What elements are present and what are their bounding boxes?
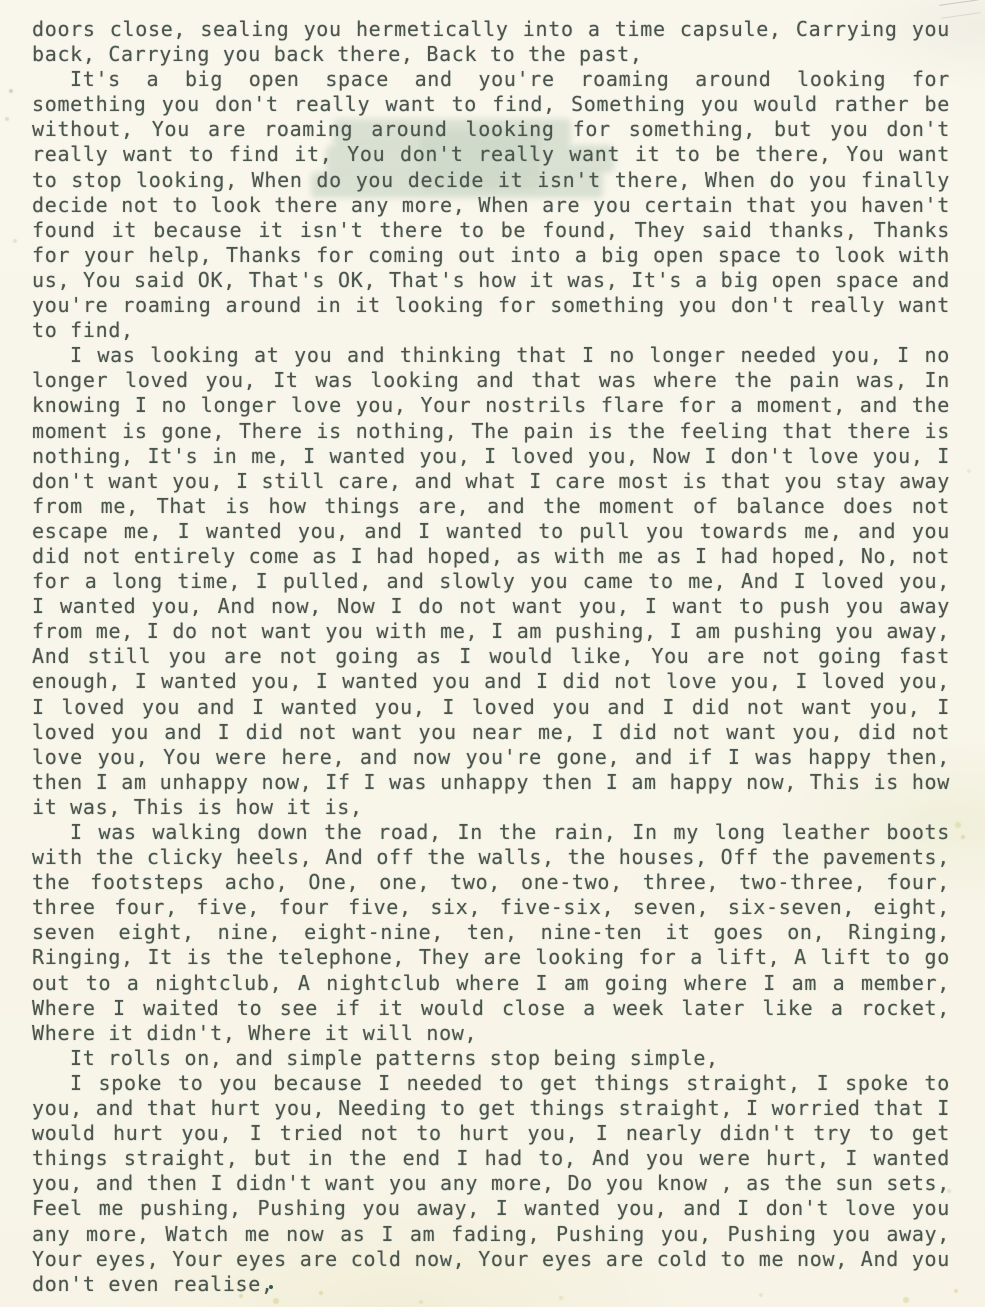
text-line: did not entirely come as I had hoped, as with me as I had hoped, No, not [32, 543, 950, 568]
text-line: longer loved you, It was looking and that was where the pain was, In [32, 368, 950, 393]
typewritten-text [32, 17, 950, 1297]
text-line: would hurt you, I tried not to hurt you, I nearly didn't try to get [32, 1121, 950, 1146]
text-line: don't want you, I still care, and what I care most is that you stay away [32, 468, 950, 493]
text-line: the footsteps acho, One, one, two, one-two, three, two-three, four, [32, 870, 950, 895]
text-line: knowing I no longer love you, Your nostrils flare for a moment, and the [32, 393, 950, 418]
text-line: escape me, I wanted you, and I wanted to pull you towards me, and you [32, 518, 950, 543]
text-line: nothing, It's in me, I wanted you, I loved you, Now I don't love you, I [32, 443, 950, 468]
text-line: out to a nightclub, A nightclub where I am going where I am a member, [32, 970, 950, 995]
text-line: decide not to look there any more, When are you certain that you haven't [32, 192, 950, 217]
text-line: doors close, sealing you hermetically into a time capsule, Carrying you [32, 17, 950, 41]
text-line: It rolls on, and simple patterns stop being simple, [70, 1045, 719, 1070]
text-line: Ringing, It is the telephone, They are looking for a lift, A lift to go [32, 945, 950, 970]
text-line: you, and then I didn't want you any more, Do you know , as the sun sets, [32, 1171, 950, 1196]
text-line: from me, That is how things are, and the moment of balance does not [32, 493, 950, 518]
text-line: any more, Watch me now as I am fading, Pushing you, Pushing you away, [32, 1221, 950, 1246]
text-line: Where I waited to see if it would close a week later like a rocket, [32, 995, 950, 1020]
text-line: loved you and I did not want you near me, I did not want you, did not [32, 719, 950, 744]
text-line: seven eight, nine, eight-nine, ten, nine-ten it goes on, Ringing, [32, 920, 950, 945]
text-line: really want to find it, You don't really want it to be there, You want [32, 142, 950, 167]
text-line: And still you are not going as I would like, You are not going fast [32, 644, 950, 669]
text-line: found it because it isn't there to be found, They said thanks, Thanks [32, 217, 950, 242]
text-line: back, Carrying you back there, Back to the past, [32, 42, 643, 67]
text-line: to find, [32, 318, 134, 343]
text-line: I was looking at you and thinking that I no longer needed you, I no [70, 343, 950, 368]
text-line: It's a big open space and you're roaming around looking for [70, 67, 950, 92]
text-line: without, You are roaming around looking for something, but you don't [32, 117, 950, 142]
text-line: don't even realise, [32, 1271, 274, 1296]
text-line: I wanted you, And now, Now I do not want you, I want to push you away [32, 594, 950, 619]
text-line: things straight, but in the end I had to, And you were hurt, I wanted [32, 1146, 950, 1171]
text-line: us, You said OK, That's OK, That's how it was, It's a big open space and [32, 267, 950, 292]
text-line: Feel me pushing, Pushing you away, I wanted you, and I don't love you [32, 1196, 950, 1221]
text-line: from me, I do not want you with me, I am pushing, I am pushing you away, [32, 619, 950, 644]
scan-noise-specks [0, 0, 2, 2]
text-line: for your help, Thanks for coming out into a big open space to look with [32, 242, 950, 267]
scan-scratch-mark [939, 0, 981, 19]
text-line: for a long time, I pulled, and slowly you came to me, And I loved you, [32, 569, 950, 594]
text-line: it was, This is how it is, [32, 794, 363, 819]
text-line: I loved you and I wanted you, I loved you and I did not want you, I [32, 694, 950, 719]
text-line: I spoke to you because I needed to get things straight, I spoke to [70, 1070, 950, 1095]
text-line: you're roaming around in it looking for something you don't really want [32, 293, 950, 318]
text-line: enough, I wanted you, I wanted you and I did not love you, I loved you, [32, 669, 950, 694]
text-line: three four, five, four five, six, five-six, seven, six-seven, eight, [32, 895, 950, 920]
text-line: moment is gone, There is nothing, The pain is the feeling that there is [32, 418, 950, 443]
text-line: with the clicky heels, And off the walls, the houses, Off the pavements, [32, 845, 950, 870]
text-line: something you don't really want to find, Something you would rather be [32, 92, 950, 117]
text-line: then I am unhappy now, If I was unhappy then I am happy now, This is how [32, 769, 950, 794]
text-line: to stop looking, When do you decide it isn't there, When do you finally [32, 167, 950, 192]
text-line: Your eyes, Your eyes are cold now, Your eyes are cold to me now, And you [32, 1246, 950, 1271]
text-line: Where it didn't, Where it will now, [32, 1020, 478, 1045]
text-line: I was walking down the road, In the rain, In my long leather boots [70, 820, 950, 844]
text-line: you, and that hurt you, Needing to get things straight, I worried that I [32, 1096, 950, 1121]
text-line: love you, You were here, and now you're gone, and if I was happy then, [32, 744, 950, 769]
